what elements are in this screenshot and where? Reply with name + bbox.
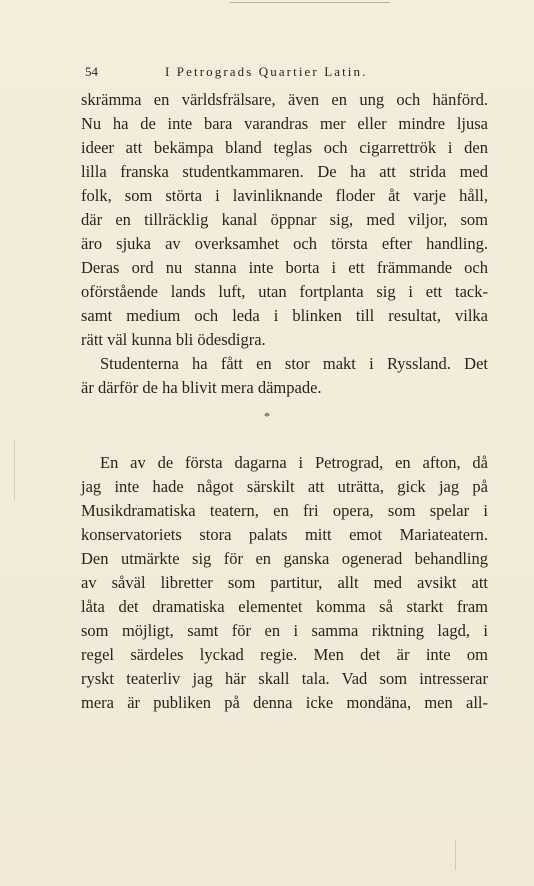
- running-head: I Petrograds Quartier Latin.: [165, 64, 368, 79]
- text-line: äro sjuka av overksamhet och törsta efter handling.: [81, 234, 488, 253]
- scan-margin-mark: [455, 840, 456, 870]
- text-block-lower: [81, 451, 488, 715]
- text-line: Musikdramatiska teatern, en fri opera, som spelar i: [81, 501, 488, 520]
- scan-margin-mark: [14, 440, 15, 500]
- text-line: Studenterna ha fått en stor makt i Ryssland. Det: [100, 354, 488, 373]
- text-line: samt medium och leda i blinken till resultat, vilka: [81, 306, 488, 325]
- section-divider-asterisk: *: [264, 409, 270, 423]
- text-line: Deras ord nu stanna inte borta i ett främmande och: [81, 258, 488, 277]
- text-line: oförstående lands luft, utan fortplanta sig i ett tack-: [81, 282, 488, 301]
- text-line: regel särdeles lyckad regie. Men det är inte om: [81, 645, 488, 664]
- text-line-last: är därför de ha blivit mera dämpade.: [81, 378, 322, 397]
- text-line: konservatoriets stora palats mitt emot Mariateatern.: [81, 525, 488, 544]
- text-line: skrämma en världsfrälsare, även en ung och hänförd.: [81, 90, 488, 109]
- page-header: [85, 62, 485, 82]
- text-line: lilla franska studentkammaren. De ha att strida med: [81, 162, 488, 181]
- text-line: som möjligt, samt för en i samma riktning lagd, i: [81, 621, 488, 640]
- text-line: låta det dramatiska elementet komma så starkt fram: [81, 597, 488, 616]
- page-top-edge-rule: [230, 2, 390, 3]
- text-line: jag inte hade något särskilt att uträtta, gick jag på: [81, 477, 488, 496]
- text-line: mera är publiken på denna icke mondäna, men all-: [81, 693, 488, 712]
- page-number: 54: [85, 64, 98, 79]
- text-line: ryskt teaterliv jag här skall tala. Vad som intresserar: [81, 669, 488, 688]
- text-line: En av de första dagarna i Petrograd, en afton, då: [100, 453, 488, 472]
- text-line: av såväl libretter som partitur, allt med avsikt att: [81, 573, 488, 592]
- text-line: ideer att bekämpa bland teglas och cigarrettrök i den: [81, 138, 488, 157]
- text-line-last: rätt väl kunna bli ödesdigra.: [81, 330, 266, 349]
- text-line: där en tillräcklig kanal öppnar sig, med viljor, som: [81, 210, 488, 229]
- text-line: folk, som störta i lavinliknande floder åt varje håll,: [81, 186, 488, 205]
- text-line: Den utmärkte sig för en ganska ogenerad behandling: [81, 549, 488, 568]
- text-line: Nu ha de inte bara varandras mer eller mindre ljusa: [81, 114, 488, 133]
- text-block-upper: [81, 88, 488, 400]
